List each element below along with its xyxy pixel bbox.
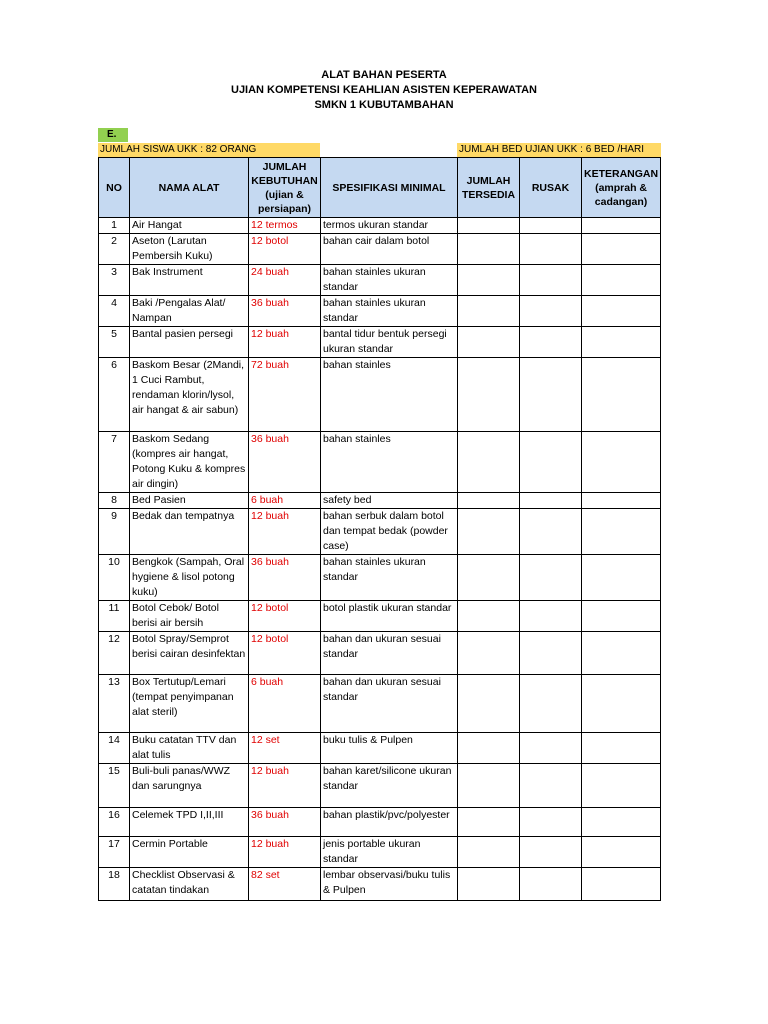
row-number: 15 — [99, 764, 130, 808]
student-count-label: JUMLAH SISWA UKK : 82 ORANG — [98, 143, 320, 157]
table-row — [99, 601, 661, 632]
item-quantity: 12 set — [249, 733, 321, 764]
item-spec: bahan stainles — [321, 432, 458, 493]
item-broken — [520, 808, 582, 837]
item-available — [458, 733, 520, 764]
item-available — [458, 509, 520, 555]
row-number: 6 — [99, 358, 130, 432]
column-header-broken: RUSAK — [520, 158, 582, 218]
item-spec: bahan serbuk dalam botol dan tempat bedak (powder case) — [321, 509, 458, 555]
item-spec: bahan karet/silicone ukuran standar — [321, 764, 458, 808]
row-number: 13 — [99, 675, 130, 733]
item-available — [458, 868, 520, 901]
item-spec: safety bed — [321, 493, 458, 509]
item-broken — [520, 327, 582, 358]
item-available — [458, 808, 520, 837]
table-row — [99, 327, 661, 358]
table-row — [99, 358, 661, 432]
item-name: Botol Cebok/ Botol berisi air bersih — [130, 601, 249, 632]
row-number: 10 — [99, 555, 130, 601]
item-notes — [582, 265, 661, 296]
item-notes — [582, 808, 661, 837]
item-available — [458, 234, 520, 265]
table-row — [99, 837, 661, 868]
document-title: ALAT BAHAN PESERTA — [321, 69, 447, 81]
row-number: 9 — [99, 509, 130, 555]
item-broken — [520, 837, 582, 868]
item-notes — [582, 868, 661, 901]
item-available — [458, 601, 520, 632]
item-spec: bahan stainles ukuran standar — [321, 296, 458, 327]
item-quantity: 36 buah — [249, 432, 321, 493]
item-name: Baskom Besar (2Mandi, 1 Cuci Rambut, rendaman klorin/lysol, air hangat & air sabun) — [130, 358, 249, 432]
bed-count-label: JUMLAH BED UJIAN UKK : 6 BED /HARI — [457, 143, 661, 157]
row-number: 1 — [99, 218, 130, 234]
item-available — [458, 358, 520, 432]
item-name: Air Hangat — [130, 218, 249, 234]
item-broken — [520, 733, 582, 764]
column-header-notes: KETERANGAN (amprah & cadangan) — [582, 158, 661, 218]
row-number: 16 — [99, 808, 130, 837]
item-broken — [520, 868, 582, 901]
item-spec: buku tulis & Pulpen — [321, 733, 458, 764]
item-notes — [582, 296, 661, 327]
document-subtitle: UJIAN KOMPETENSI KEAHLIAN ASISTEN KEPERAWATAN — [231, 84, 537, 96]
item-broken — [520, 218, 582, 234]
item-quantity: 12 buah — [249, 764, 321, 808]
item-available — [458, 327, 520, 358]
item-name: Baki /Pengalas Alat/ Nampan — [130, 296, 249, 327]
item-quantity: 36 buah — [249, 296, 321, 327]
item-spec: bahan plastik/pvc/polyester — [321, 808, 458, 837]
item-broken — [520, 432, 582, 493]
item-name: Bantal pasien persegi — [130, 327, 249, 358]
item-spec: bahan stainles — [321, 358, 458, 432]
table-row — [99, 555, 661, 601]
item-available — [458, 837, 520, 868]
item-available — [458, 432, 520, 493]
item-quantity: 12 buah — [249, 509, 321, 555]
item-notes — [582, 234, 661, 265]
column-header-name: NAMA ALAT — [130, 158, 249, 218]
item-name: Celemek TPD I,II,III — [130, 808, 249, 837]
item-quantity: 6 buah — [249, 675, 321, 733]
table-row — [99, 493, 661, 509]
table-row — [99, 432, 661, 493]
item-quantity: 36 buah — [249, 555, 321, 601]
school-name: SMKN 1 KUBUTAMBAHAN — [314, 99, 454, 111]
item-name: Buli-buli panas/WWZ dan sarungnya — [130, 764, 249, 808]
item-name: Bengkok (Sampah, Oral hygiene & lisol potong kuku) — [130, 555, 249, 601]
item-spec: jenis portable ukuran standar — [321, 837, 458, 868]
item-name: Bedak dan tempatnya — [130, 509, 249, 555]
item-spec: bahan dan ukuran sesuai standar — [321, 675, 458, 733]
item-broken — [520, 555, 582, 601]
table-row — [99, 265, 661, 296]
item-available — [458, 218, 520, 234]
item-broken — [520, 234, 582, 265]
item-name: Botol Spray/Semprot berisi cairan desinfektan — [130, 632, 249, 675]
table-row — [99, 808, 661, 837]
item-notes — [582, 493, 661, 509]
item-notes — [582, 555, 661, 601]
item-quantity: 12 botol — [249, 632, 321, 675]
item-name: Buku catatan TTV dan alat tulis — [130, 733, 249, 764]
row-number: 2 — [99, 234, 130, 265]
item-notes — [582, 509, 661, 555]
item-available — [458, 493, 520, 509]
item-broken — [520, 296, 582, 327]
table-row — [99, 764, 661, 808]
row-number: 11 — [99, 601, 130, 632]
column-header-available: JUMLAH TERSEDIA — [458, 158, 520, 218]
item-quantity: 12 buah — [249, 327, 321, 358]
row-number: 12 — [99, 632, 130, 675]
item-spec: bahan stainles ukuran standar — [321, 555, 458, 601]
item-broken — [520, 764, 582, 808]
item-notes — [582, 358, 661, 432]
table-header-row — [99, 158, 661, 218]
item-spec: bahan dan ukuran sesuai standar — [321, 632, 458, 675]
item-spec: botol plastik ukuran standar — [321, 601, 458, 632]
item-broken — [520, 493, 582, 509]
item-name: Box Tertutup/Lemari (tempat penyimpanan alat steril) — [130, 675, 249, 733]
row-number: 18 — [99, 868, 130, 901]
item-quantity: 12 termos — [249, 218, 321, 234]
item-quantity: 24 buah — [249, 265, 321, 296]
item-available — [458, 675, 520, 733]
table-row — [99, 509, 661, 555]
row-number: 14 — [99, 733, 130, 764]
column-header-no: NO — [99, 158, 130, 218]
item-name: Baskom Sedang (kompres air hangat, Potong Kuku & kompres air dingin) — [130, 432, 249, 493]
item-name: Cermin Portable — [130, 837, 249, 868]
column-header-spec: SPESIFIKASI MINIMAL — [321, 158, 458, 218]
item-available — [458, 296, 520, 327]
item-name: Aseton (Larutan Pembersih Kuku) — [130, 234, 249, 265]
item-quantity: 6 buah — [249, 493, 321, 509]
table-row — [99, 868, 661, 901]
row-number: 7 — [99, 432, 130, 493]
table-row — [99, 675, 661, 733]
table-row — [99, 218, 661, 234]
item-available — [458, 265, 520, 296]
item-available — [458, 632, 520, 675]
item-quantity: 72 buah — [249, 358, 321, 432]
item-notes — [582, 218, 661, 234]
item-quantity: 12 buah — [249, 837, 321, 868]
item-notes — [582, 764, 661, 808]
table-row — [99, 296, 661, 327]
item-notes — [582, 432, 661, 493]
section-tag: E. — [98, 128, 128, 142]
item-broken — [520, 675, 582, 733]
item-spec: bantal tidur bentuk persegi ukuran standar — [321, 327, 458, 358]
item-name: Checklist Observasi & catatan tindakan — [130, 868, 249, 901]
item-spec: bahan stainles ukuran standar — [321, 265, 458, 296]
item-available — [458, 764, 520, 808]
row-number: 5 — [99, 327, 130, 358]
item-quantity: 36 buah — [249, 808, 321, 837]
item-notes — [582, 733, 661, 764]
row-number: 17 — [99, 837, 130, 868]
equipment-table — [98, 157, 661, 901]
item-broken — [520, 358, 582, 432]
item-name: Bak Instrument — [130, 265, 249, 296]
item-notes — [582, 601, 661, 632]
item-broken — [520, 632, 582, 675]
column-header-need: JUMLAH KEBUTUHAN (ujian & persiapan) — [249, 158, 321, 218]
item-notes — [582, 327, 661, 358]
table-row — [99, 234, 661, 265]
item-quantity: 12 botol — [249, 234, 321, 265]
table-row — [99, 733, 661, 764]
row-number: 8 — [99, 493, 130, 509]
item-broken — [520, 509, 582, 555]
item-notes — [582, 675, 661, 733]
item-broken — [520, 601, 582, 632]
item-notes — [582, 837, 661, 868]
item-broken — [520, 265, 582, 296]
table-row — [99, 632, 661, 675]
item-quantity: 82 set — [249, 868, 321, 901]
item-quantity: 12 botol — [249, 601, 321, 632]
item-name: Bed Pasien — [130, 493, 249, 509]
item-spec: bahan cair dalam botol — [321, 234, 458, 265]
item-notes — [582, 632, 661, 675]
item-spec: termos ukuran standar — [321, 218, 458, 234]
item-available — [458, 555, 520, 601]
row-number: 4 — [99, 296, 130, 327]
item-spec: lembar observasi/buku tulis & Pulpen — [321, 868, 458, 901]
row-number: 3 — [99, 265, 130, 296]
